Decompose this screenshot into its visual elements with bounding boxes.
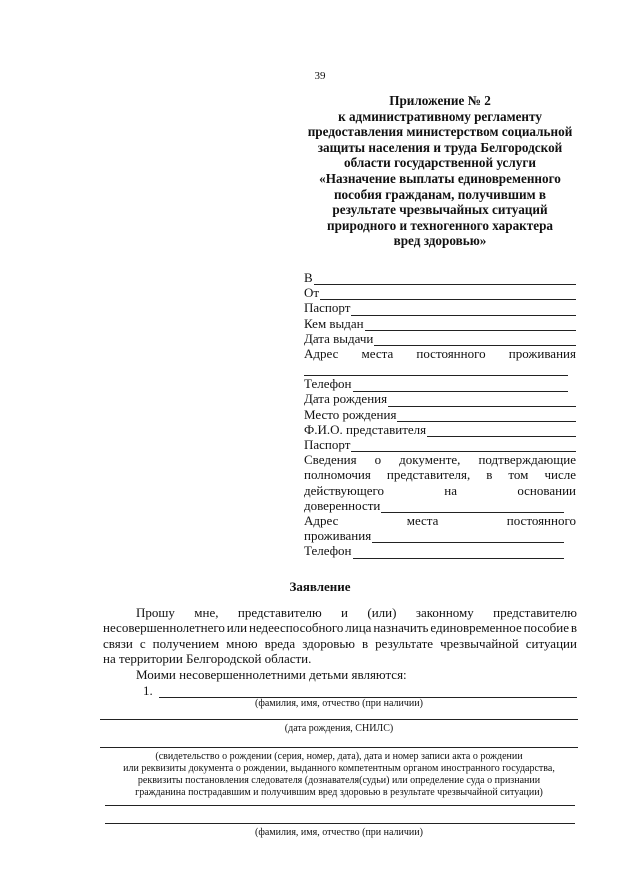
body-word: представителю — [237, 605, 322, 620]
to-field[interactable] — [304, 270, 576, 285]
body-word: или — [226, 620, 248, 636]
issued-by-label: Кем выдан — [304, 315, 364, 331]
power-of-attorney-line[interactable] — [381, 501, 564, 513]
phone-field[interactable] — [304, 376, 576, 391]
body-word: недееспособного — [248, 620, 344, 636]
rep-residence-field[interactable] — [304, 528, 576, 543]
extra-line-1[interactable] — [105, 805, 575, 806]
body-word: здоровью — [302, 635, 355, 651]
from-line[interactable] — [320, 288, 576, 300]
issued-by-line[interactable] — [365, 319, 576, 331]
body-word: мною — [226, 635, 258, 651]
representative-passport-line[interactable] — [351, 440, 576, 452]
representative-passport-label: Паспорт — [304, 437, 351, 453]
from-label: От — [304, 285, 320, 301]
body-word: получением — [152, 635, 220, 651]
rep-residence-label: проживания — [304, 528, 372, 544]
header-line: пособия гражданам, получившим в — [333, 186, 547, 202]
birth-place-field[interactable] — [304, 407, 576, 422]
statement-title: Заявление — [289, 579, 351, 594]
doc-word: Сведения — [304, 452, 357, 468]
power-of-attorney-label: доверенности — [304, 497, 381, 513]
birth-date-field[interactable] — [304, 392, 576, 407]
caption-certificate — [100, 751, 578, 799]
header-line: результате чрезвычайных ситуаций — [332, 202, 548, 218]
rep-phone-field[interactable] — [304, 543, 576, 558]
birth-date-label: Дата рождения — [304, 391, 388, 407]
body-word: лица — [345, 620, 372, 636]
body-word: пособие — [523, 620, 569, 636]
rep-address-label-row — [304, 513, 576, 528]
doc-word: подтверждающие — [478, 452, 576, 468]
body-word: вреда — [264, 635, 296, 651]
caption-certificate-line: (свидетельство о рождении (серия, номер, дата), дата и номер записи акта о рождении — [155, 751, 523, 762]
rep-address-word: места — [406, 513, 439, 528]
doc-info-row-1 — [304, 452, 576, 467]
doc-word: том — [508, 467, 529, 483]
caption-certificate-line: реквизиты постановления следователя (дознавателя(судьи) или определение суда о признании — [137, 775, 541, 786]
child-item-number: 1. — [143, 682, 153, 698]
body-word: мне, — [194, 605, 219, 620]
body-line-5: Моими несовершеннолетними детьми являются: — [136, 666, 407, 682]
child-fio-line[interactable] — [159, 685, 577, 698]
passport-field[interactable] — [304, 300, 576, 315]
header-line: вред здоровью» — [393, 233, 487, 249]
representative-name-label: Ф.И.О. представителя — [304, 421, 427, 437]
body-line-4: на территории Белгородской области. — [103, 651, 312, 667]
address-label-row — [304, 346, 576, 361]
child-entry-1[interactable] — [103, 682, 577, 698]
birth-date-line[interactable] — [388, 395, 576, 407]
applicant-form — [304, 270, 576, 559]
certificate-line[interactable] — [100, 747, 578, 748]
representative-name-field[interactable] — [304, 422, 576, 437]
birth-place-label: Место рождения — [304, 406, 397, 422]
caption-certificate-line: или реквизиты документа о рождении, выданного компетентным органом иностранного государства, — [123, 763, 555, 774]
power-of-attorney-field[interactable] — [304, 498, 576, 513]
issue-date-field[interactable] — [304, 331, 576, 346]
doc-word: на — [444, 482, 458, 498]
body-line-3 — [103, 636, 577, 651]
body-word: представителю — [493, 605, 577, 620]
phone-line[interactable] — [353, 380, 568, 392]
body-word: с — [139, 635, 146, 651]
address-word: проживания — [508, 345, 576, 361]
address-word: места — [361, 345, 394, 361]
to-line[interactable] — [314, 273, 576, 285]
body-word: в — [362, 635, 369, 651]
doc-info-row-3 — [304, 483, 576, 498]
rep-phone-label: Телефон — [304, 543, 352, 559]
issue-date-label: Дата выдачи — [304, 330, 374, 346]
header-line: Приложение № 2 — [389, 93, 491, 108]
birth-place-line[interactable] — [397, 410, 576, 422]
doc-word: числе — [544, 467, 576, 483]
header-line: природного и техногенного характера — [326, 217, 554, 233]
doc-word: о — [374, 452, 382, 468]
body-word: ситуации — [525, 635, 577, 651]
address-word: постоянного — [416, 345, 486, 361]
doc-word: в — [486, 467, 493, 483]
body-word: Прошу — [136, 605, 175, 620]
rep-address-word: Адрес — [304, 513, 339, 528]
body-word: единовременное — [430, 620, 522, 636]
header-line: предоставления министерством социальной — [307, 124, 573, 140]
body-word: назначить — [373, 620, 429, 636]
doc-word: действующего — [304, 482, 384, 498]
body-word: чрезвычайной — [440, 635, 519, 651]
header-line: области государственной услуги — [344, 155, 536, 171]
from-field[interactable] — [304, 285, 576, 300]
body-word: (или) — [367, 605, 397, 620]
caption-certificate-line: гражданина пострадавшим и получившим вред здоровью в результате чрезвычайной ситуации) — [135, 787, 543, 798]
phone-label: Телефон — [304, 376, 352, 392]
caption-birth-snils: (дата рождения, СНИЛС) — [284, 723, 394, 734]
representative-name-line[interactable] — [427, 425, 576, 437]
birth-snils-line[interactable] — [100, 719, 578, 720]
page-number: 39 — [314, 70, 326, 82]
passport-label: Паспорт — [304, 300, 351, 316]
to-label: В — [304, 269, 313, 285]
body-line-1 — [103, 605, 577, 620]
header-line: защиты населения и труда Белгородской — [317, 139, 563, 155]
passport-line[interactable] — [351, 304, 576, 316]
doc-word: документе, — [399, 452, 461, 468]
body-word: связи — [103, 635, 133, 651]
appendix-header — [290, 93, 590, 249]
body-word: в — [570, 620, 577, 636]
header-line: к административному регламенту — [338, 108, 542, 124]
header-line: «Назначение выплаты единовременного — [319, 170, 561, 186]
address-line[interactable] — [304, 361, 568, 376]
doc-info-row-2 — [304, 467, 576, 482]
body-word: законному — [415, 605, 474, 620]
extra-line-2[interactable] — [105, 823, 575, 824]
caption-fio: (фамилия, имя, отчество (при наличии) — [255, 698, 423, 709]
body-line-2 — [103, 620, 577, 635]
doc-word: полномочия — [304, 467, 371, 483]
rep-residence-line[interactable] — [372, 531, 564, 543]
doc-word: основании — [517, 482, 576, 498]
address-word: Адрес — [304, 345, 339, 361]
issue-date-line[interactable] — [374, 334, 576, 346]
statement-body — [103, 605, 577, 698]
body-word: и — [341, 605, 349, 620]
body-word: результате — [375, 635, 434, 651]
caption-fio-2: (фамилия, имя, отчество (при наличии) — [255, 827, 423, 838]
rep-address-word: постоянного — [506, 513, 576, 528]
doc-word: представителя, — [386, 467, 471, 483]
representative-passport-field[interactable] — [304, 437, 576, 452]
issued-by-field[interactable] — [304, 316, 576, 331]
body-word: несовершеннолетнего — [103, 620, 225, 636]
rep-phone-line[interactable] — [353, 547, 564, 559]
